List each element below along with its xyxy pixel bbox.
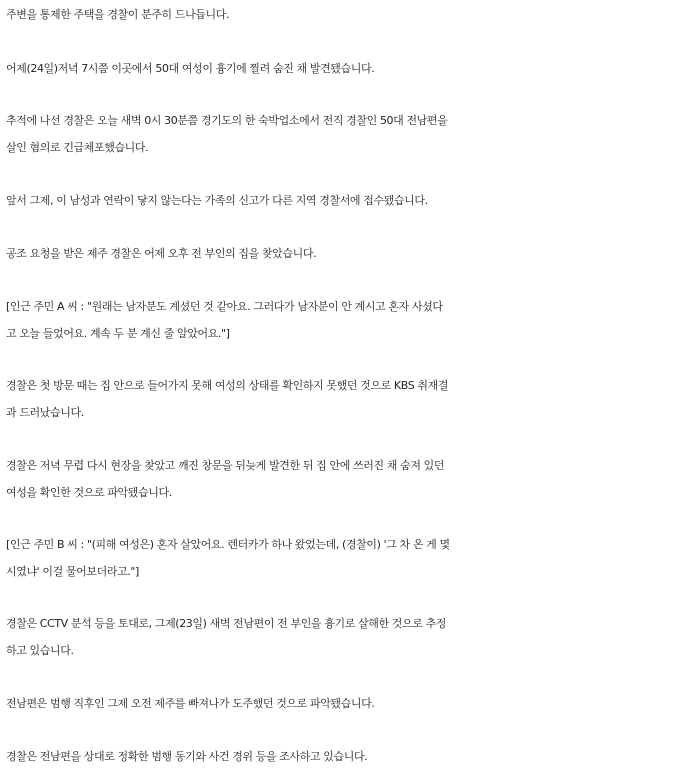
paragraph (6, 372, 670, 426)
paragraph-line: 경찰은 전남편을 상대로 정확한 범행 동기와 사건 경위 등을 조사하고 있습니다. (6, 750, 368, 763)
paragraph-line: 추적에 나선 경찰은 오늘 새벽 0시 30분쯤 경기도의 한 숙박업소에서 전직 경찰인 50대 전남편을 (6, 114, 448, 127)
paragraph (6, 452, 670, 506)
paragraph-line: 어제(24일)저녁 7시쯤 이곳에서 50대 여성이 흉기에 찔려 숨진 채 발견됐습니다. (6, 62, 375, 75)
paragraph-line: 고 오늘 들었어요. 계속 두 분 계신 줄 알았어요."] (6, 327, 230, 340)
paragraph-line: [인근 주민 B 씨 : "(피해 여성은) 혼자 살았어요. 렌터카가 하나 왔었는데, (경찰이) '그 차 온 게 몇 (6, 538, 450, 551)
paragraph-line: 전남편은 범행 직후인 그제 오전 제주를 빠져나가 도주했던 것으로 파악됐습니다. (6, 697, 375, 710)
paragraph-line: 하고 있습니다. (6, 644, 74, 657)
paragraph-line: 주변을 통제한 주택을 경찰이 분주히 드나듭니다. (6, 8, 230, 21)
paragraph-line: 경찰은 CCTV 분석 등을 토대로, 그제(23일) 새벽 전남편이 전 부인을 흉기로 살해한 것으로 추정 (6, 617, 447, 630)
paragraph (6, 690, 670, 717)
paragraph-line: 공조 요청을 받은 제주 경찰은 어제 오후 전 부인의 집을 찾았습니다. (6, 247, 317, 260)
paragraph (6, 55, 670, 82)
paragraph (6, 1, 670, 28)
paragraph (6, 187, 670, 214)
paragraph-line: 앞서 그제, 이 남성과 연락이 닿지 않는다는 가족의 신고가 다른 지역 경찰서에 접수됐습니다. (6, 194, 428, 207)
quote-paragraph (6, 531, 670, 585)
paragraph-line: 경찰은 저녁 무렵 다시 현장을 찾았고 깨진 창문을 뒤늦게 발견한 뒤 집 안에 쓰러진 채 숨져 있던 (6, 459, 445, 472)
quote-paragraph (6, 293, 670, 347)
paragraph (6, 610, 670, 664)
paragraph-line: 과 드러났습니다. (6, 406, 84, 419)
paragraph-line: [인근 주민 A 씨 : "원래는 남자분도 계셨던 것 같아요. 그러다가 남자분이 안 계시고 혼자 사셨다 (6, 300, 443, 313)
paragraph-line: 시였냐' 이걸 물어보더라고."] (6, 565, 139, 578)
paragraph-line: 여성을 확인한 것으로 파악됐습니다. (6, 486, 172, 499)
paragraph (6, 240, 670, 267)
paragraph-line: 살인 혐의로 긴급체포했습니다. (6, 141, 149, 154)
paragraph (6, 107, 670, 161)
paragraph-line: 경찰은 첫 방문 때는 집 안으로 들어가지 못해 여성의 상태를 확인하지 못했던 것으로 KBS 취재결 (6, 379, 449, 392)
paragraph (6, 743, 670, 770)
